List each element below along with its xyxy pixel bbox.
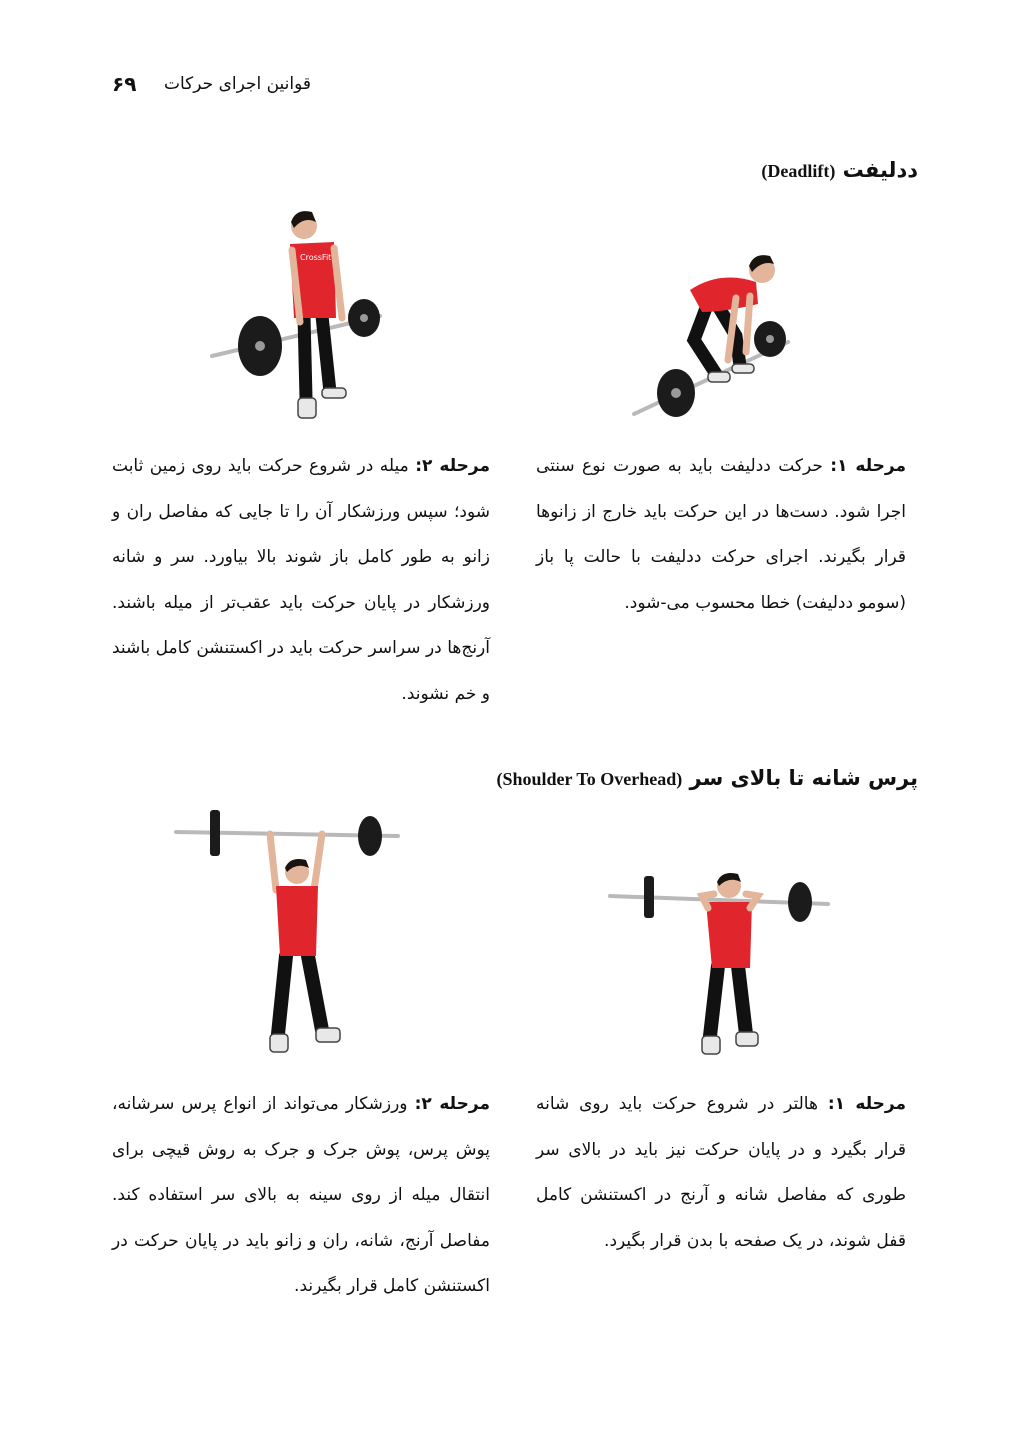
step-label: مرحله ۲: [414,1094,490,1114]
section-title-deadlift [761,158,918,182]
section-title-text: پرس شانه تا بالای سر [689,766,918,790]
step-label: مرحله ۱: [827,1094,906,1114]
step-label: مرحله ۱: [830,456,906,476]
page-number: ۶۹ [112,72,137,96]
page-header [112,70,332,100]
deadlift-step1-photo [628,248,800,424]
running-title: قوانین اجرای حرکات [164,74,312,94]
stoh-step2-photo [172,806,404,1058]
step-body: ورزشکار می‌تواند از انواع پرس سرشانه، پوش پرس، پوش جرک و جرک به روش قیچی برای انتقال میله از روی سینه به بالای سر استفاده کند. مفاصل آرنج، شانه، ران و زانو باید در پایان حرکت در اکستنشن کامل قرار بگیرند. [112,1094,490,1296]
stoh-step2-text [112,1082,490,1310]
deadlift-step2-text [112,444,490,717]
step-body: هالتر در شروع حرکت باید روی شانه قرار بگیرد و در پایان حرکت نیز باید در بالای سر طوری که مفاصل شانه و آرنج در اکستنشن کامل قفل شوند، در یک صفحه با بدن قرار بگیرد. [536,1094,906,1251]
deadlift-step1-text [536,444,906,626]
section-title-latin: (Deadlift) [761,161,836,181]
section-title-text: ددلیفت [842,158,918,182]
section-title-latin: (Shoulder To Overhead) [496,769,683,789]
deadlift-step2-photo [208,206,388,426]
step-body: میله در شروع حرکت باید روی زمین ثابت شود؛ سپس ورزشکار آن را تا جایی که مفاصل ران و زانو به طور کامل باز شوند بالا بیاورد. سر و شانه ورزشکار در پایان حرکت باید عقب‌تر از میله باشند. آرنج‌ها در سراسر حرکت باید در اکستنشن کامل باشند و خم نشوند. [112,456,490,704]
stoh-step1-text [536,1082,906,1264]
step-label: مرحله ۲: [415,456,490,476]
stoh-step1-photo [606,866,832,1060]
step-body: حرکت ددلیفت باید به صورت نوع سنتی اجرا شود. دست‌ها در این حرکت باید خارج از زانوها قرار بگیرند. اجرای حرکت ددلیفت با حالت پا باز (سومو ددلیفت) خطا محسوب می-شود. [536,456,906,613]
section-title-shoulder-to-overhead [497,766,919,790]
shirt-logo: CrossFit [300,253,332,262]
